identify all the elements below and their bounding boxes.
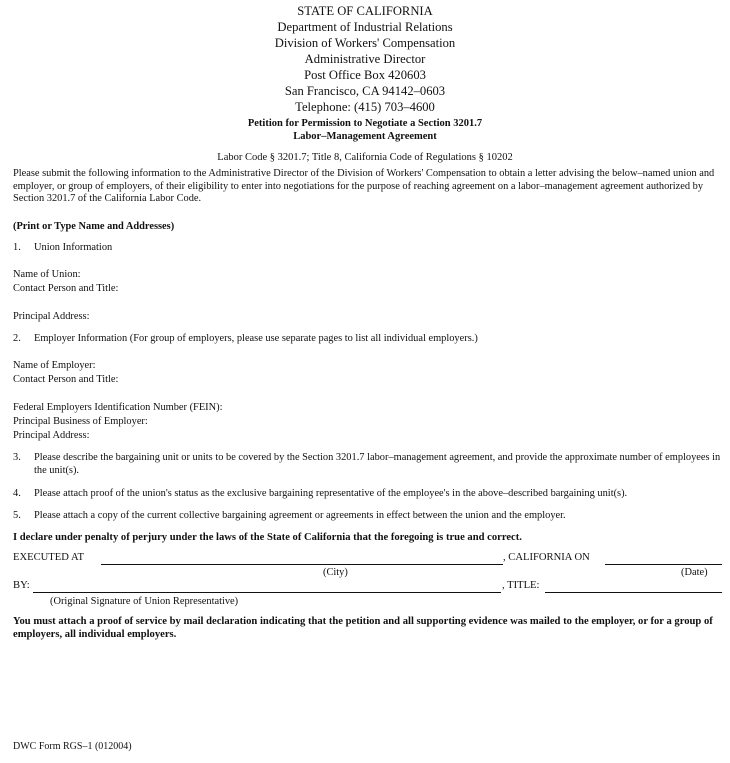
letterhead-director: Administrative Director: [304, 52, 426, 66]
employer-fein-field[interactable]: Federal Employers Identification Number (FEIN):: [13, 402, 223, 413]
union-address-field[interactable]: Principal Address:: [13, 311, 90, 322]
city-input-line[interactable]: [101, 564, 503, 565]
section-text: Please describe the bargaining unit or units to be covered by the Section 3201.7 labor–management agreement, and provide the approximate number of employees in the unit(s).: [34, 452, 721, 476]
agency-letterhead: [0, 3, 730, 115]
by-label: BY:: [13, 580, 30, 591]
letterhead-po-box: Post Office Box 420603: [304, 68, 426, 82]
legal-citation: Labor Code § 3201.7; Title 8, California Code of Regulations § 10202: [217, 152, 513, 163]
union-name-field[interactable]: Name of Union:: [13, 269, 81, 280]
section-text: Please attach proof of the union's status as the exclusive bargaining representative of the employee's in the above–described bargaining unit(s).: [34, 488, 628, 499]
union-contact-field[interactable]: Contact Person and Title:: [13, 283, 119, 294]
executed-at-label: EXECUTED AT: [13, 552, 84, 563]
letterhead-phone: Telephone: (415) 703–4600: [295, 100, 435, 114]
section-heading-text: Employer Information (For group of employers, please use separate pages to list all individual employers.): [34, 333, 478, 344]
signature-caption: (Original Signature of Union Representative): [50, 596, 239, 607]
perjury-declaration: I declare under penalty of perjury under the laws of the State of California that the foregoing is true and correct.: [13, 532, 522, 543]
section-text: Please attach a copy of the current collective bargaining agreement or agreements in effect between the union and the employer.: [34, 510, 566, 521]
letterhead-city: San Francisco, CA 94142–0603: [284, 84, 446, 98]
form-number-footer: DWC Form RGS–1 (012004): [13, 741, 132, 752]
signature-input-line[interactable]: [33, 592, 501, 593]
form-title-line2: Labor–Management Agreement: [293, 131, 437, 142]
letterhead-division: Division of Workers' Compensation: [274, 36, 456, 50]
section-number: 3.: [13, 452, 21, 463]
section-number: 4.: [13, 488, 21, 499]
section-number: 1.: [13, 242, 21, 253]
city-caption: (City): [323, 567, 348, 578]
letterhead-state: STATE OF CALIFORNIA: [297, 4, 433, 18]
letterhead-department: Department of Industrial Relations: [277, 20, 453, 34]
employer-business-field[interactable]: Principal Business of Employer:: [13, 416, 148, 427]
california-on-label: , CALIFORNIA ON: [503, 552, 590, 563]
section-heading-text: Union Information: [34, 242, 113, 253]
title-label: , TITLE:: [502, 580, 540, 591]
form-title-line1: Petition for Permission to Negotiate a Section 3201.7: [247, 118, 483, 129]
title-input-line[interactable]: [545, 592, 722, 593]
print-instruction: (Print or Type Name and Addresses): [13, 221, 175, 232]
proof-of-service-notice: You must attach a proof of service by mail declaration indicating that the petition and all supporting evidence was mailed to the employer, or for a group of employers, all individual employers.: [13, 616, 713, 640]
employer-address-field[interactable]: Principal Address:: [13, 430, 90, 441]
section-number: 2.: [13, 333, 21, 344]
section-number: 5.: [13, 510, 21, 521]
date-caption: (Date): [681, 567, 708, 578]
employer-contact-field[interactable]: Contact Person and Title:: [13, 374, 119, 385]
employer-name-field[interactable]: Name of Employer:: [13, 360, 96, 371]
intro-paragraph: Please submit the following information to the Administrative Director of the Division of Workers' Compensation to obtain a letter advising the below–named union and employer, or group of employers, of their eligibility to enter into negotiations for the purpose of reaching agreement on a labor–management agreement authorized by Section 3201.7 of the California Labor Code.: [13, 168, 715, 204]
date-input-line[interactable]: [605, 564, 722, 565]
